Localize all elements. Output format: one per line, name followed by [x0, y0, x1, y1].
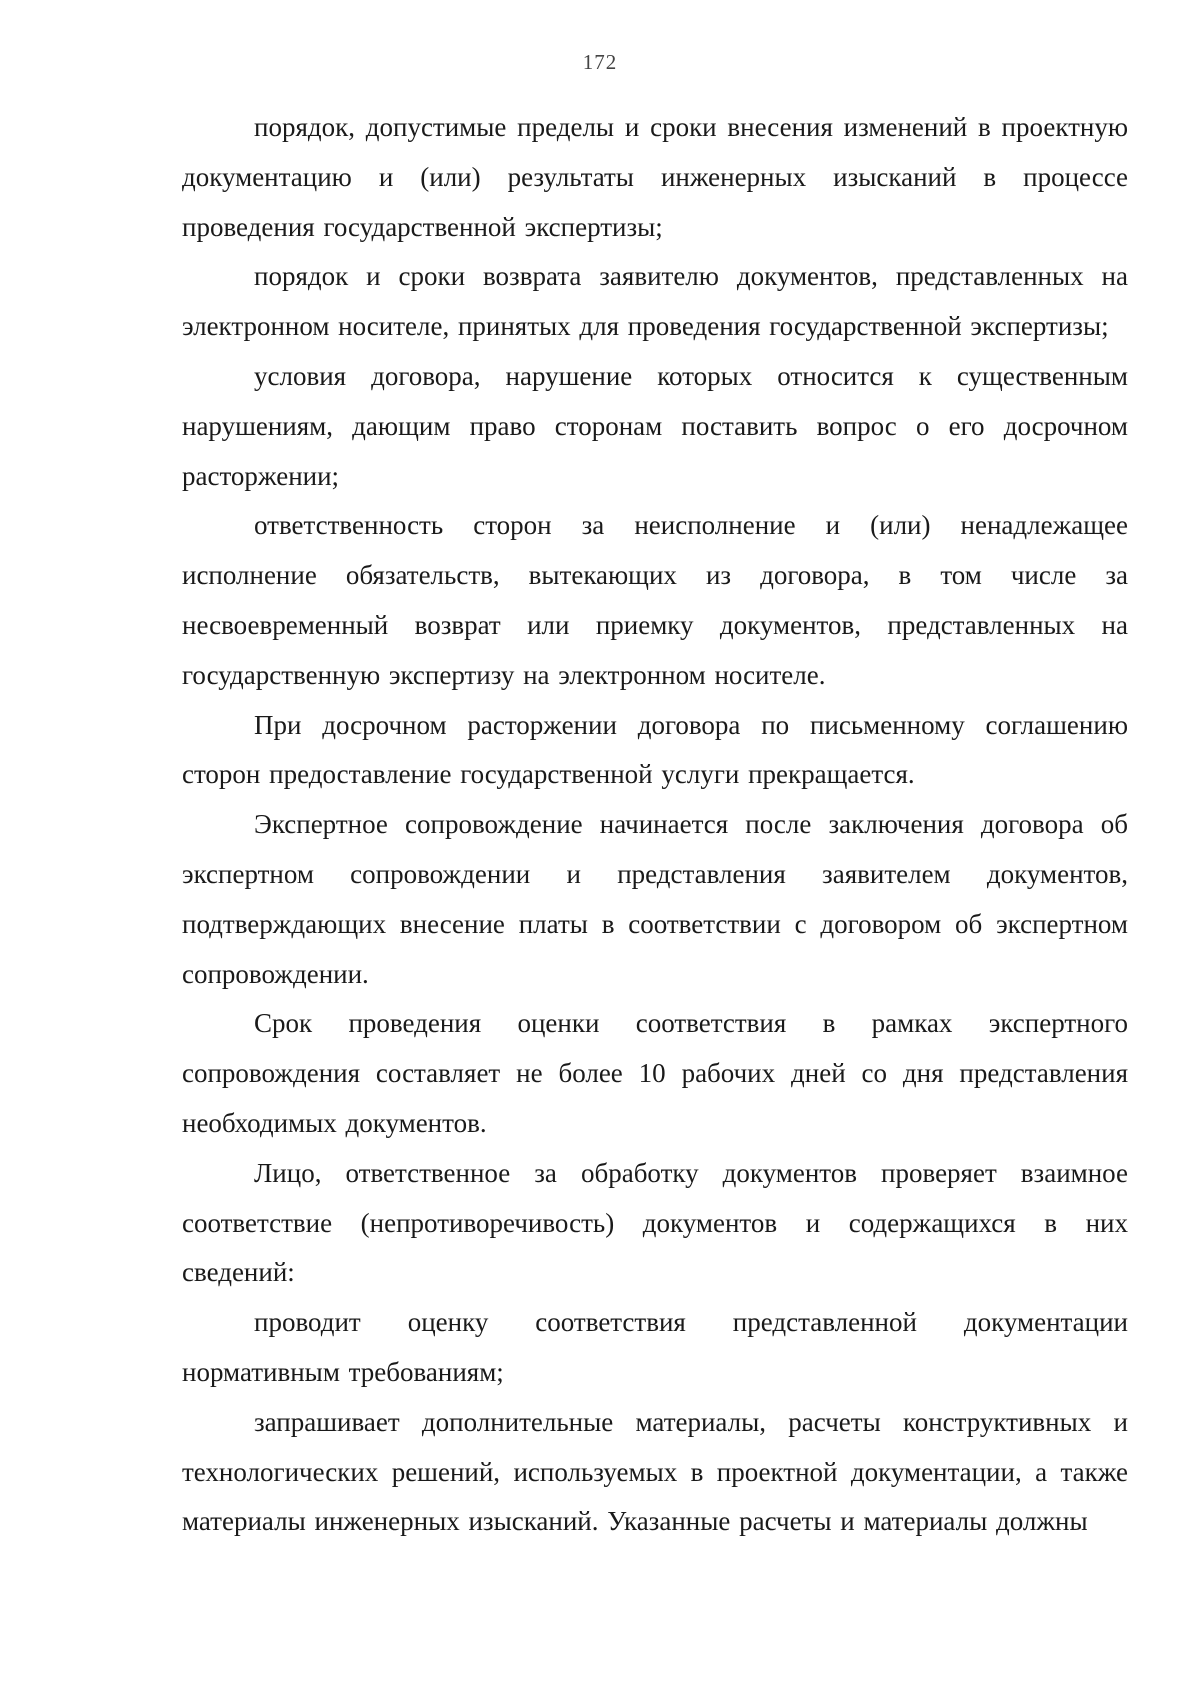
page-number: 172 [582, 50, 618, 74]
paragraph-responsible-person: Лицо, ответственное за обработку документов проверяет взаимное соответствие (непротиворечивость) документов и содержащихся в них сведений: [182, 1157, 1128, 1288]
paragraph-request-materials: запрашивает дополнительные материалы, расчеты конструктивных и технологических решений, используемых в проектной документации, а также материалы инженерных изысканий. Указанные расчеты и материалы должны [182, 1406, 1128, 1537]
paragraph-assessment-term: Срок проведения оценки соответствия в рамках экспертного сопровождения составляет не более 10 рабочих дней со дня представления необходимых документов. [182, 1008, 1128, 1138]
paragraph-return-documents: порядок и сроки возврата заявителю документов, представленных на электронном носителе, принятых для проведения государственной экспертизы; [182, 261, 1128, 342]
paragraph-change-limits: порядок, допустимые пределы и сроки внесения изменений в проектную документацию и (или) результаты инженерных изысканий в процессе проведения государственной экспертизы; [182, 112, 1128, 242]
paragraph-expert-support: Экспертное сопровождение начинается после заключения договора об экспертном сопровождении и представления заявителем документов, подтверждающих внесение платы в соответствии с договором об экспертном сопровождении. [182, 809, 1128, 989]
document-body [182, 103, 1128, 1547]
paragraph-responsibility: ответственность сторон за неисполнение и (или) ненадлежащее исполнение обязательств, вытекающих из договора, в том числе за несвоевременный возврат или приемку документов, представленных на государственную экспертизу на электронном носителе. [182, 510, 1128, 690]
paragraph-early-termination: При досрочном расторжении договора по письменному соглашению сторон предоставление государственной услуги прекращается. [182, 709, 1128, 790]
paragraph-conformity-check: проводит оценку соответствия представленной документации нормативным требованиям; [182, 1307, 1128, 1387]
paragraph-contract-conditions: условия договора, нарушение которых относится к существенным нарушениям, дающим право сторонам поставить вопрос о его досрочном расторжении; [182, 360, 1128, 491]
